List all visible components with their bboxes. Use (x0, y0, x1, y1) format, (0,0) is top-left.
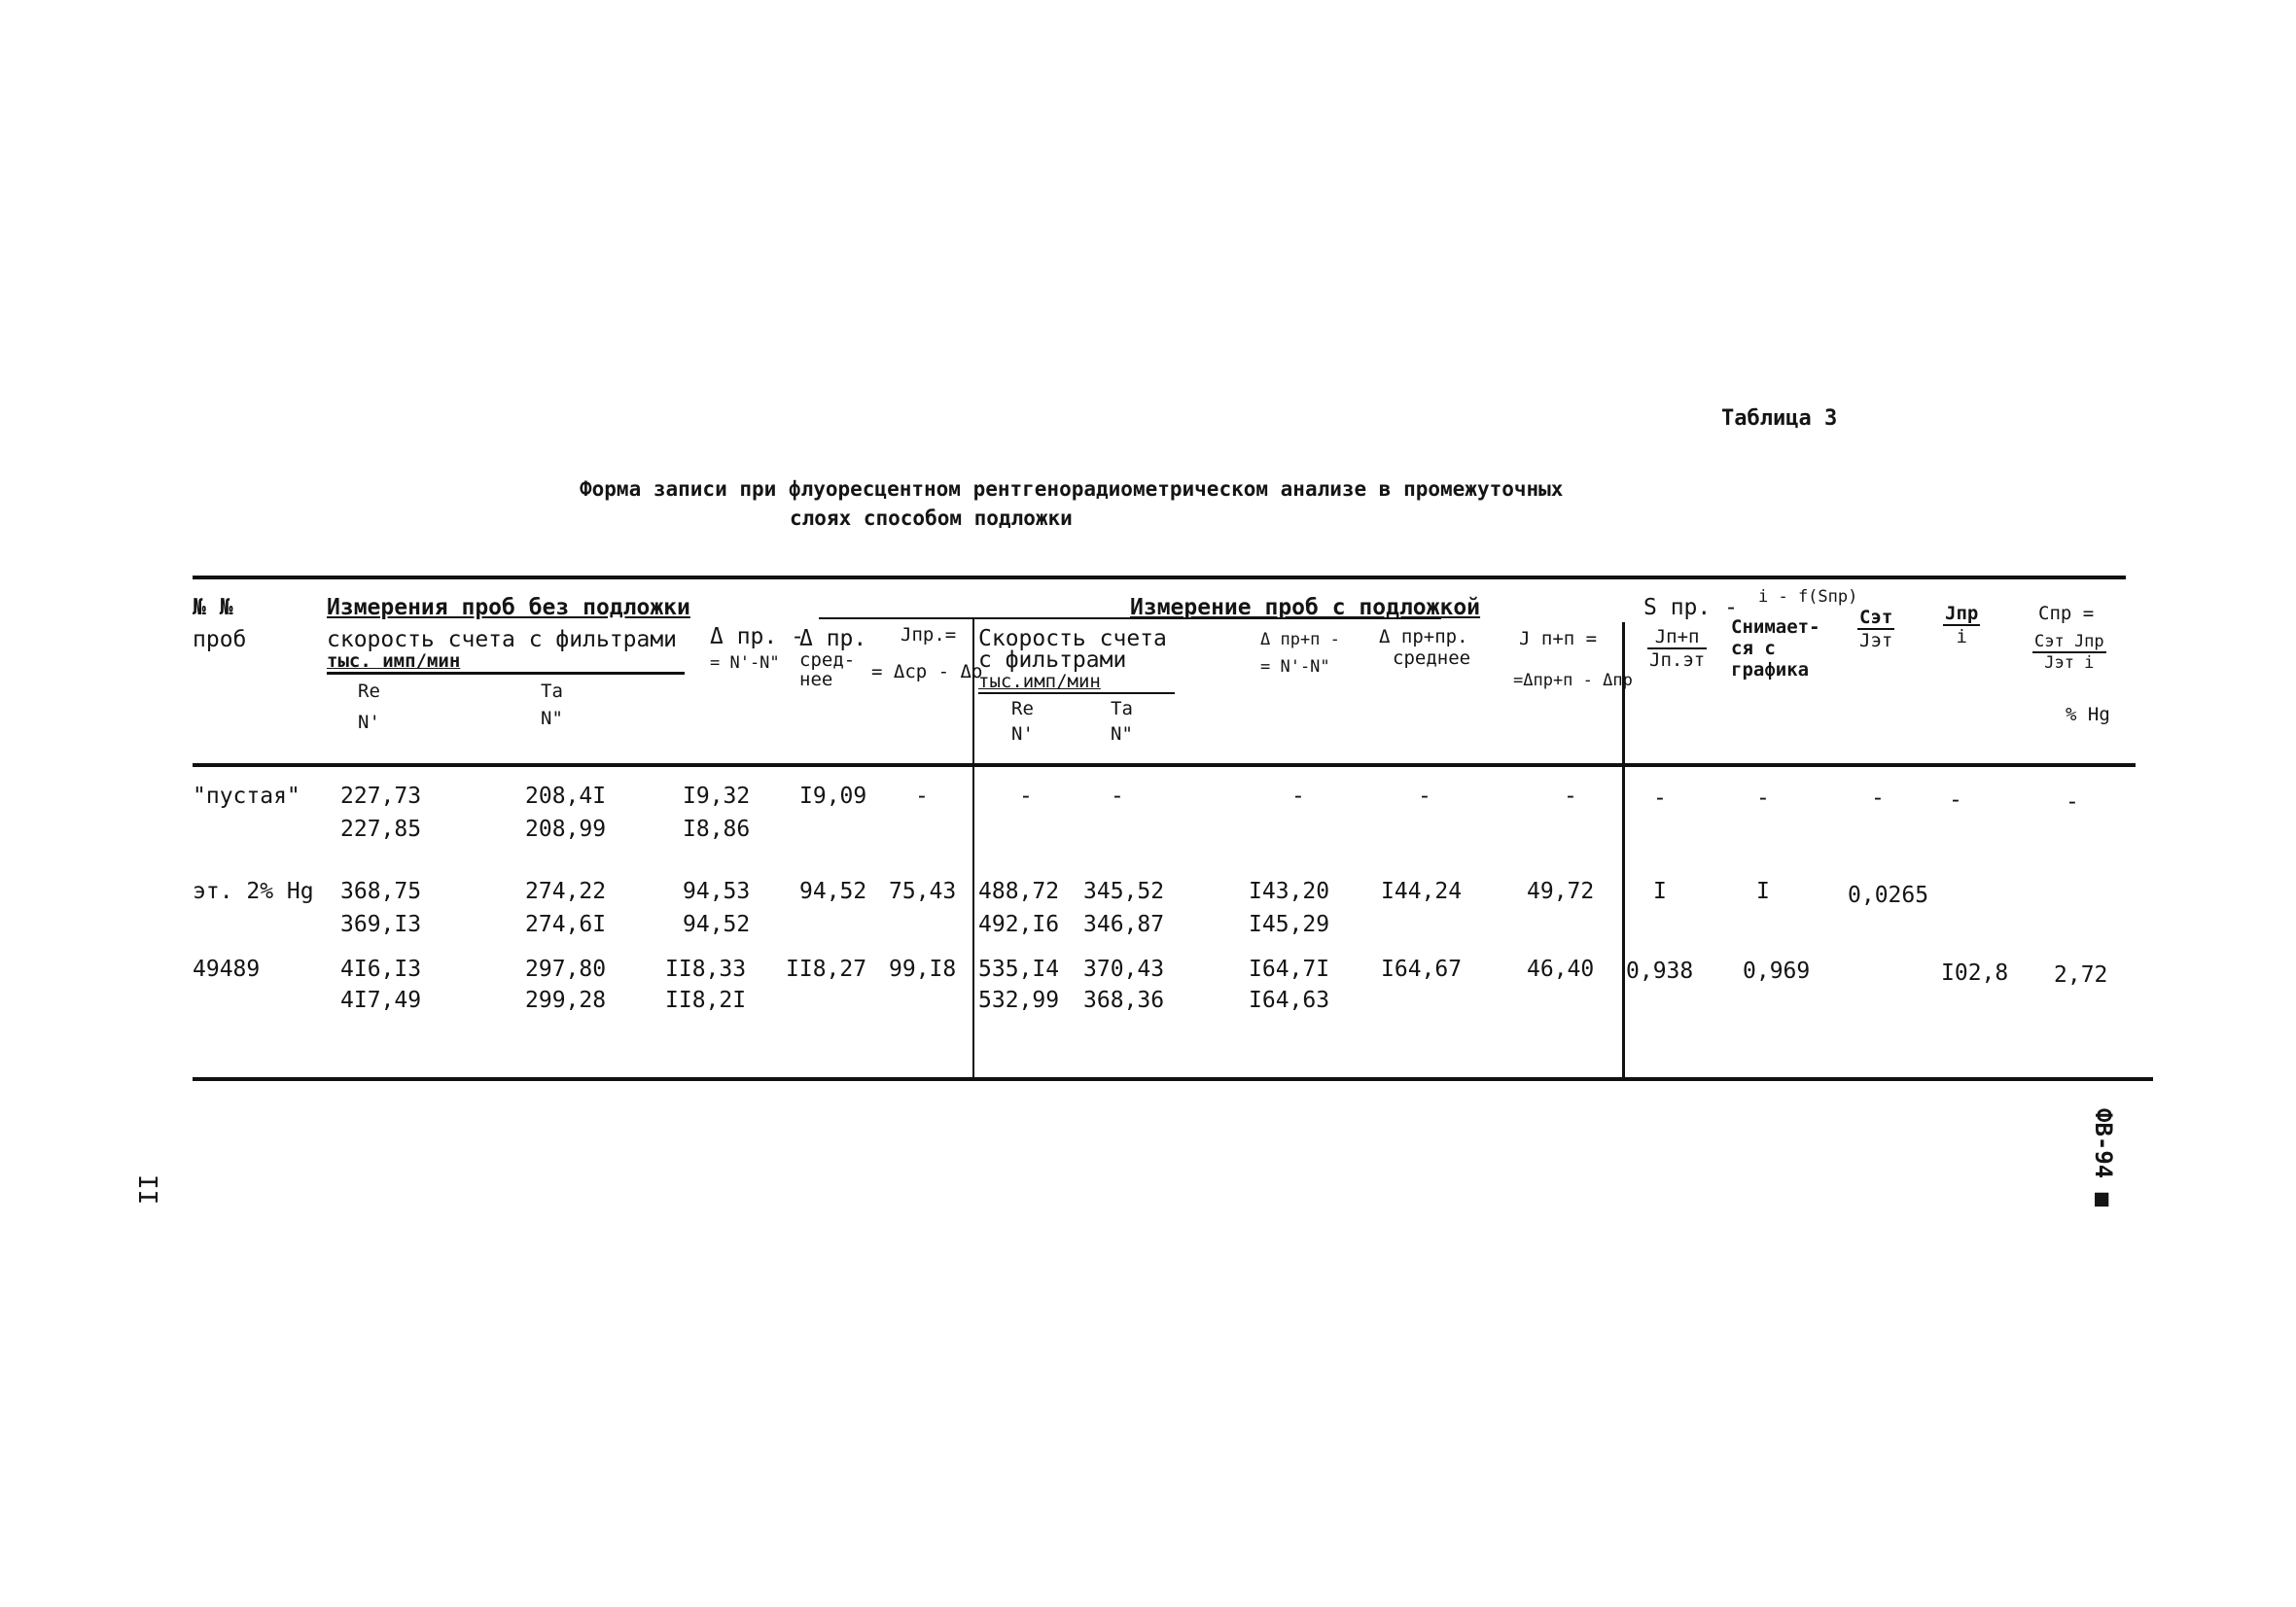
header-n2-2: N" (1111, 723, 1133, 745)
cell-j: 99,I8 (889, 957, 957, 982)
cell-re2: 488,72 (978, 879, 1060, 904)
header-group-without-substrate: Измерения проб без подложки (327, 595, 690, 620)
header-c-numerator: Сэт (1859, 607, 1893, 628)
cell-j: 75,43 (889, 879, 957, 904)
header-j-pr-formula: = Δср - Δо (871, 661, 983, 682)
speed2-underline (978, 692, 1175, 694)
header-delta-pr: Δ пр. - (710, 624, 804, 649)
side-code: ФВ-94 ■ (2090, 1108, 2117, 1207)
cell-delta2-avg: I64,67 (1381, 957, 1463, 982)
header-re-1: Re (358, 681, 380, 702)
header-speed1-line1: скорость счета с фильтрами (327, 627, 678, 652)
cell-delta: 94,52 (683, 912, 751, 937)
cell-re: 4I6,I3 (340, 957, 422, 982)
header-snim-1: Снимает- (1731, 616, 1820, 638)
cell-c: 2,72 (2054, 962, 2108, 988)
cell-delta: 94,53 (683, 879, 751, 904)
header-speed1-line2: тыс. имп/мин (327, 650, 461, 672)
header-n2-1: N" (541, 708, 563, 729)
cell-i: - (1756, 786, 1770, 811)
cell-j-i: I02,8 (1941, 961, 2009, 986)
header-n1-2: N' (1011, 723, 1034, 745)
header-c-denominator: Jэт (1859, 630, 1893, 651)
cell-delta2: I64,63 (1249, 988, 1330, 1013)
header-j-pr: Jпр.= (901, 624, 957, 646)
header-bottom-rule (193, 763, 2136, 767)
cell-ta: 297,80 (525, 957, 607, 982)
header-prob: проб (193, 627, 247, 652)
header-n1-1: N' (358, 712, 380, 733)
header-ta-2: Ta (1111, 698, 1133, 719)
cell-re: 369,I3 (340, 912, 422, 937)
header-group-with-substrate: Измерение проб с подложкой (1130, 595, 1481, 620)
header-s-pr-fraction (1647, 626, 1707, 671)
row-name: эт. 2% Hg (193, 879, 314, 904)
cell-delta: I8,86 (683, 817, 751, 842)
cell-delta2: I43,20 (1249, 879, 1330, 904)
cell-delta2-avg: - (1418, 784, 1431, 809)
header-delta-avg-1: Δ пр. (799, 626, 867, 651)
cell-j2: 46,40 (1527, 957, 1595, 982)
header-delta-avg-3: нее (799, 669, 833, 690)
header-s-pr: S пр. - (1643, 595, 1738, 620)
header-delta-prpp-formula: = N'-N" (1260, 657, 1330, 677)
cell-c: - (2066, 789, 2079, 815)
header-unit: % Hg (2066, 704, 2110, 725)
header-speed2-line3: тыс.имп/мин (978, 671, 1101, 692)
header-ta-1: Ta (541, 681, 563, 702)
table-label: Таблица 3 (1721, 406, 1838, 431)
cell-re2: 535,I4 (978, 957, 1060, 982)
cell-ta: 299,28 (525, 988, 607, 1013)
cell-i: 0,969 (1743, 959, 1811, 984)
header-speed2-line1: Скорость счета (978, 626, 1167, 651)
header-delta-avg-2: сред- (799, 649, 856, 671)
cell-ta2: - (1111, 784, 1124, 809)
header-cpr-numerator: Сэт Jпр (2034, 632, 2104, 651)
cell-delta2: I64,7I (1249, 957, 1330, 982)
cell-j-i: - (1949, 787, 1962, 813)
cell-c-j: - (1871, 786, 1885, 811)
cell-j: - (915, 784, 929, 809)
header-re-2: Re (1011, 698, 1034, 719)
header-snim-2: ся с (1731, 638, 1776, 659)
cell-j2: 49,72 (1527, 879, 1595, 904)
header-delta-prpp: Δ пр+п - (1260, 630, 1340, 649)
cell-ta: 208,4I (525, 784, 607, 809)
page-number: II (132, 1174, 161, 1205)
cell-j2: - (1564, 784, 1577, 809)
cell-ta: 274,22 (525, 879, 607, 904)
header-j-numerator: Jпр (1945, 603, 1979, 624)
header-i-f: i - f(Sпр) (1758, 587, 1858, 607)
header-s-pr-numerator: Jп+п (1647, 626, 1707, 649)
cell-ta2: 345,52 (1083, 879, 1165, 904)
cell-re2: - (1019, 784, 1033, 809)
cell-i: I (1756, 879, 1770, 904)
cell-delta: II8,33 (665, 957, 747, 982)
row-name: "пустая" (193, 784, 300, 809)
cell-ta: 274,6I (525, 912, 607, 937)
speed1-underline (327, 672, 685, 675)
cell-delta2: I45,29 (1249, 912, 1330, 937)
header-cpr-fraction (2032, 632, 2106, 673)
cell-s: - (1653, 786, 1667, 811)
header-nn: № № (193, 595, 233, 620)
cell-s: 0,938 (1626, 959, 1694, 984)
header-cpr: Спр = (2038, 603, 2095, 624)
cell-ta2: 370,43 (1083, 957, 1165, 982)
divider-group2-left (972, 618, 974, 1079)
cell-delta2: - (1291, 784, 1305, 809)
cell-s: I (1653, 879, 1667, 904)
cell-delta-avg: 94,52 (799, 879, 867, 904)
cell-ta2: 368,36 (1083, 988, 1165, 1013)
cell-c-j: 0,0265 (1848, 883, 1929, 908)
header-s-pr-denominator: Jп.эт (1649, 649, 1706, 671)
table-title-line-2: слоях способом подложки (790, 507, 1073, 530)
header-c-j-fraction (1857, 607, 1894, 651)
header-cpr-denominator: Jэт i (2044, 653, 2095, 673)
header-j-pp: J п+п = (1519, 628, 1598, 649)
cell-delta: I9,32 (683, 784, 751, 809)
row-name: 49489 (193, 957, 261, 982)
cell-re: 4I7,49 (340, 988, 422, 1013)
cell-re: 227,85 (340, 817, 422, 842)
cell-ta: 208,99 (525, 817, 607, 842)
cell-ta2: 346,87 (1083, 912, 1165, 937)
header-delta-prpp-avg-1: Δ пр+пр. (1379, 626, 1468, 647)
cell-delta-avg: II8,27 (786, 957, 867, 982)
header-delta-pr-formula: = N'-N" (710, 653, 780, 673)
divider-group2-right (1622, 622, 1625, 1079)
table-bottom-rule (193, 1077, 2153, 1081)
cell-re: 368,75 (340, 879, 422, 904)
header-snim-3: графика (1731, 659, 1810, 681)
cell-re2: 532,99 (978, 988, 1060, 1013)
header-delta-prpp-avg-2: среднее (1393, 647, 1471, 669)
cell-delta2-avg: I44,24 (1381, 879, 1463, 904)
header-j-i-fraction (1943, 603, 1980, 647)
cell-re2: 492,I6 (978, 912, 1060, 937)
cell-re: 227,73 (340, 784, 422, 809)
header-j-denominator: i (1956, 626, 1967, 647)
table-top-rule (193, 576, 2126, 579)
header-j-pp-formula: =Δпр+п - Δпр (1513, 671, 1633, 690)
cell-delta-avg: I9,09 (799, 784, 867, 809)
header-speed2-line2: с фильтрами (978, 647, 1127, 673)
cell-delta: II8,2I (665, 988, 747, 1013)
table-title-line-1: Форма записи при флуоресцентном рентгенорадиометрическом анализе в промежуточных (580, 477, 1564, 501)
